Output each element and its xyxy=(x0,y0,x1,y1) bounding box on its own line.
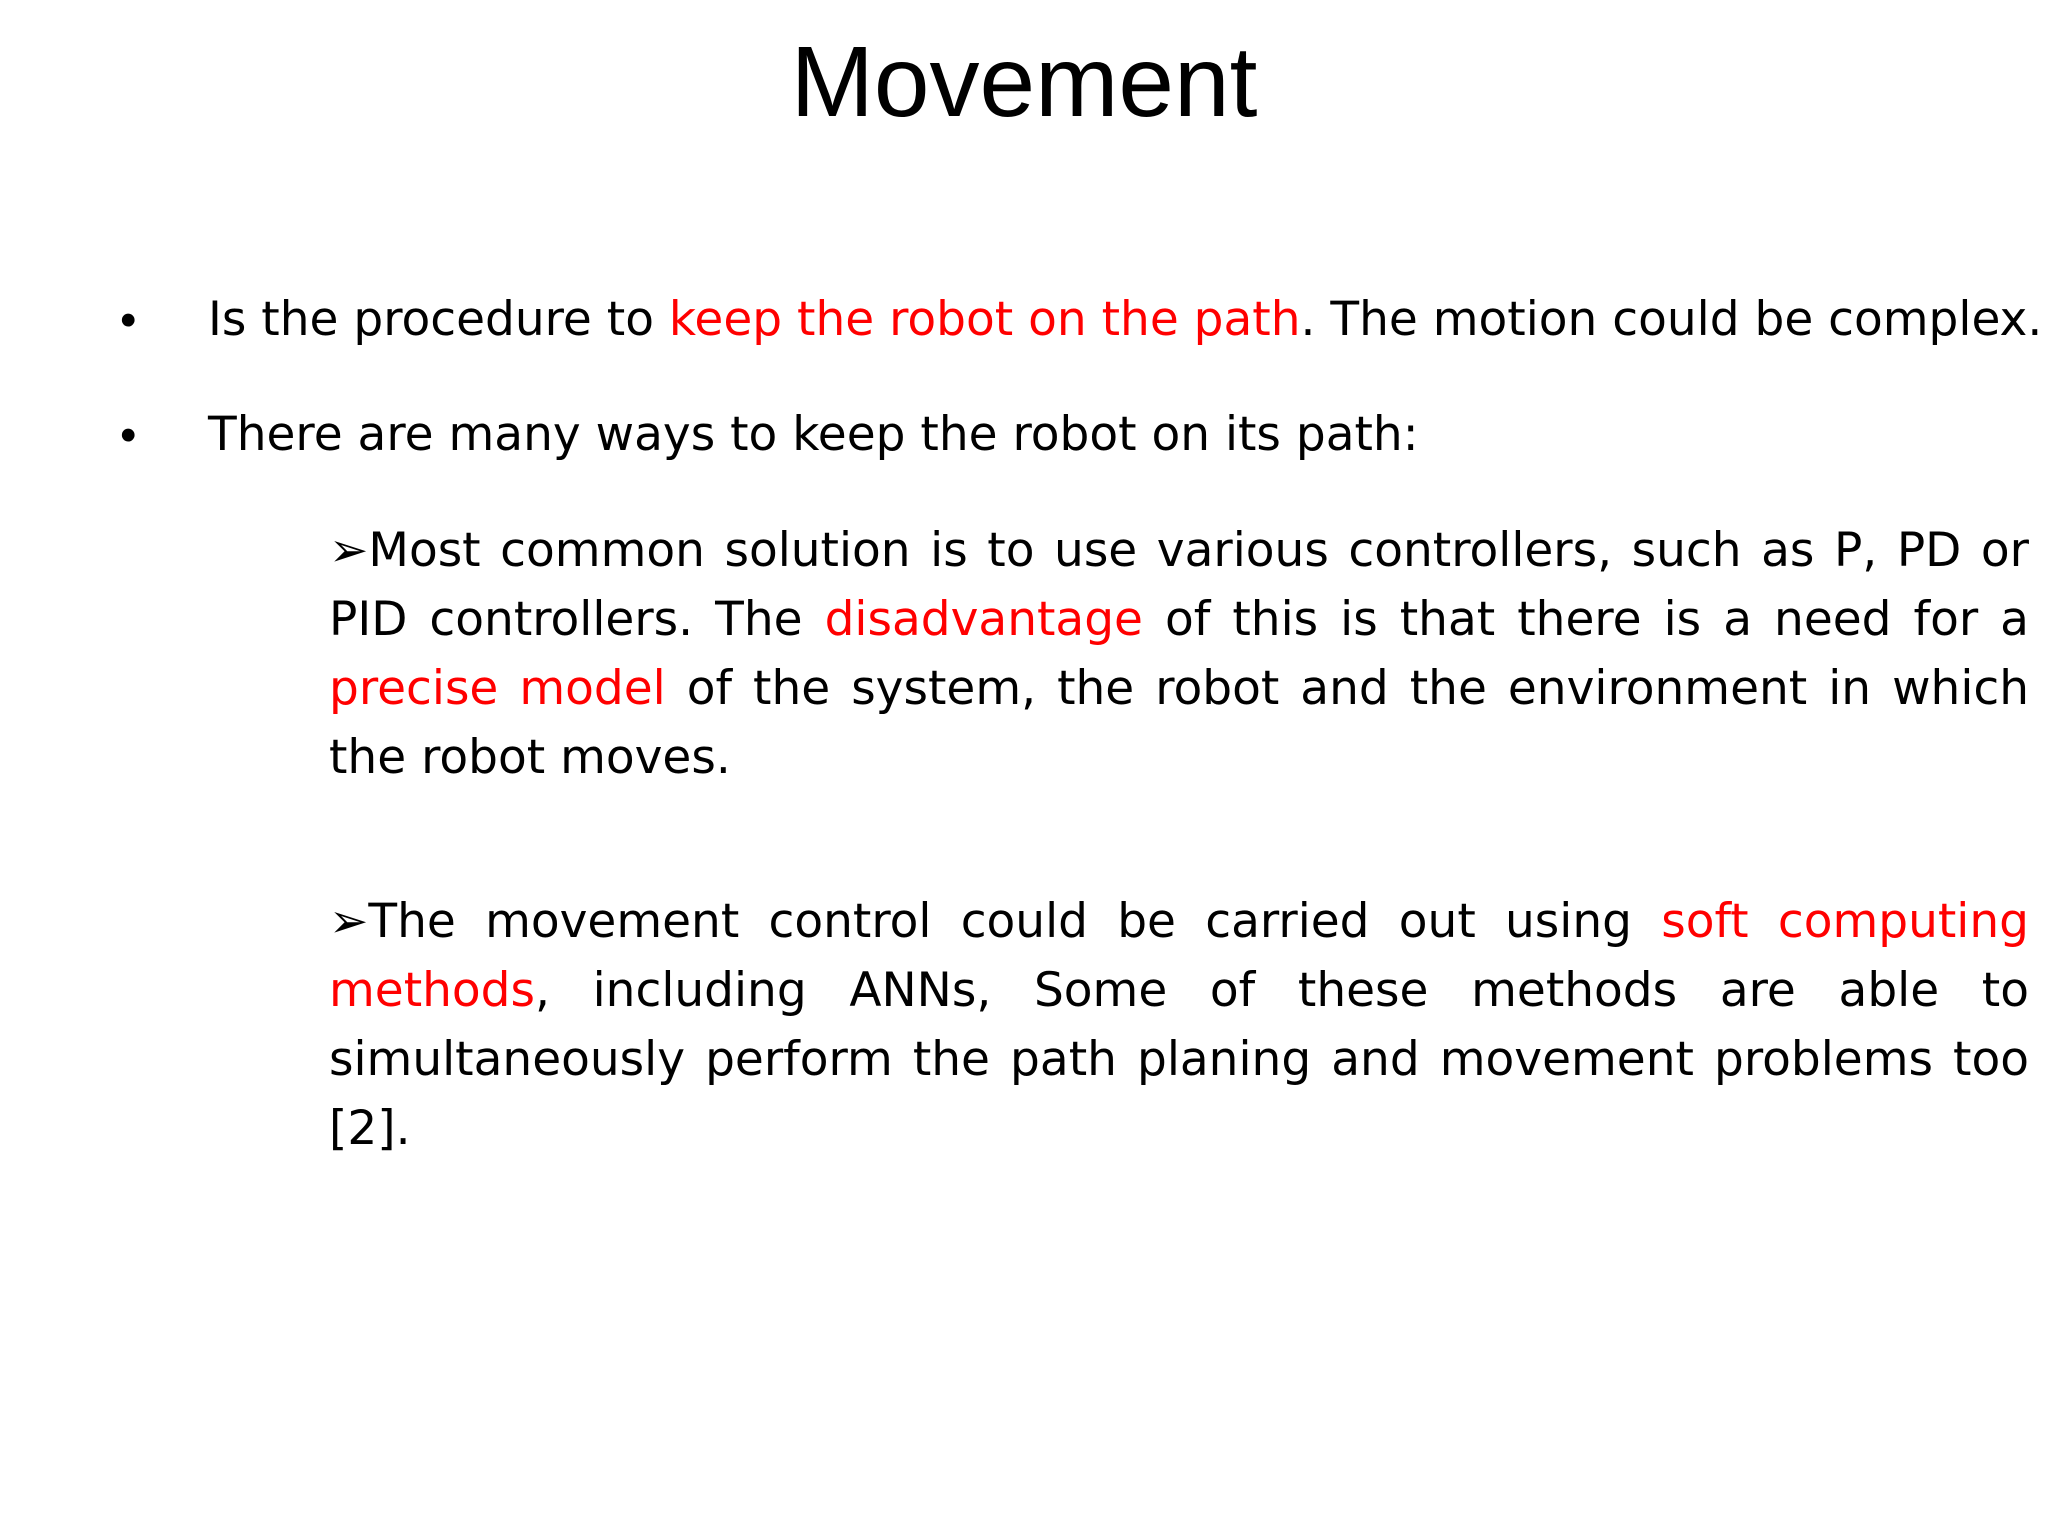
arrow-bullet-icon: ➢ xyxy=(329,523,369,578)
bullet-text-part: . The motion could be complex. xyxy=(1300,292,2043,347)
sub-bullet-text-part: The movement control could be carried out using xyxy=(368,894,1662,949)
sub-bullet-item xyxy=(329,516,2029,792)
highlighted-phrase: disadvantage xyxy=(824,592,1143,647)
highlighted-phrase: precise model xyxy=(329,661,666,716)
arrow-bullet-icon: ➢ xyxy=(329,894,369,949)
slide-title: Movement xyxy=(790,26,1258,138)
bullet-text xyxy=(208,290,2042,350)
highlighted-phrase: soft computing methods xyxy=(329,894,2029,1018)
bullet-marker: • xyxy=(120,408,137,461)
sub-bullet-text-part: of this is that there is a need for a xyxy=(1142,592,2029,647)
sub-bullet-item xyxy=(329,887,2029,1163)
bullet-text xyxy=(208,405,1419,465)
sub-bullet-text-part: , including ANNs, Some of these methods are able to simultaneously perform the path planing and movement problems too [2]. xyxy=(329,963,2029,1156)
bullet-text-part: There are many ways to keep the robot on its path: xyxy=(208,407,1419,462)
sub-bullet-text-part: Most common solution is to use various controllers, such as P, PD or PID controllers. The xyxy=(329,523,2029,647)
bullet-marker: • xyxy=(120,293,137,346)
bullet-text-part: Is the procedure to xyxy=(208,292,669,347)
highlighted-phrase: keep the robot on the path xyxy=(668,292,1301,347)
sub-bullet-text-part: of the system, the robot and the environment in which the robot moves. xyxy=(329,661,2030,785)
